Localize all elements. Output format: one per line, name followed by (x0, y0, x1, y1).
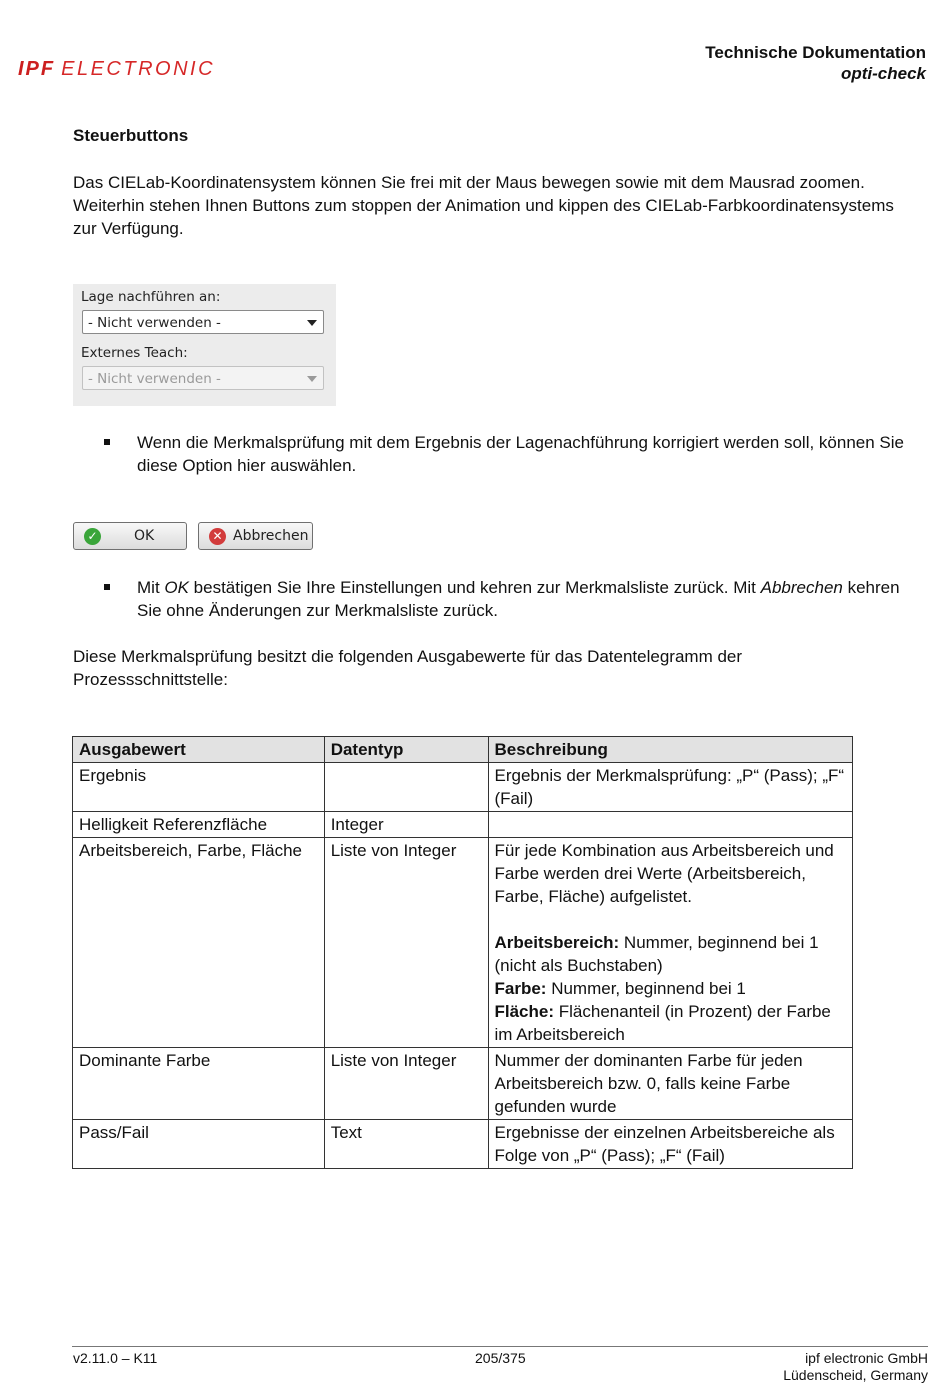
footer-company (783, 1350, 928, 1384)
table-row (73, 1120, 853, 1169)
cell-output-value: Ergebnis (73, 763, 325, 812)
close-icon: ✕ (209, 528, 226, 545)
cell-description: Ergebnis der Merkmalsprüfung: „P“ (Pass); „F“ (Fail) (488, 763, 853, 812)
bullet-item (104, 431, 910, 477)
cell-data-type: Text (324, 1120, 488, 1169)
cell-data-type: Liste von Integer (324, 1048, 488, 1120)
bullet-square-icon (104, 439, 110, 445)
bullet-text: Wenn die Merkmalsprüfung mit dem Ergebnis der Lagenachführung korrigiert werden soll, können Sie diese Option hier auswählen. (137, 433, 904, 475)
cell-data-type: Liste von Integer (324, 838, 488, 1048)
position-tracking-value: - Nicht verwenden - (88, 315, 221, 331)
document-header (705, 42, 926, 84)
cell-data-type (324, 763, 488, 812)
footer-company-name: ipf electronic GmbH (805, 1350, 928, 1366)
intro-paragraph: Das CIELab-Koordinatensystem können Sie frei mit der Maus bewegen sowie mit dem Mausrad zoomen. Weiterhin stehen Ihnen Buttons zum stoppen der Animation und kippen des CIELab-Farbkoordinatensystems zur Verfügung. (73, 173, 894, 238)
cell-output-value: Arbeitsbereich, Farbe, Fläche (73, 838, 325, 1048)
logo-brand: IPF (18, 58, 56, 80)
external-teach-label: Externes Teach: (81, 345, 188, 361)
cell-description: Ergebnisse der einzelnen Arbeitsbereiche als Folge von „P“ (Pass); „F“ (Fail) (488, 1120, 853, 1169)
external-teach-value: - Nicht verwenden - (88, 371, 221, 387)
product-name: opti-check (840, 64, 926, 83)
external-teach-select (82, 366, 324, 390)
description-text: Für jede Kombination aus Arbeitsbereich und Farbe werden drei Werte (Arbeitsbereich, Farbe, Fläche) aufgelistet. (494, 841, 834, 906)
ok-button-label: OK (134, 528, 155, 544)
check-icon: ✓ (84, 528, 101, 545)
settings-panel (73, 284, 336, 406)
position-tracking-label: Lage nachführen an: (81, 289, 221, 305)
company-logo (18, 58, 215, 81)
dropdown-arrow-icon (307, 320, 317, 326)
table-row (73, 838, 853, 1048)
position-tracking-select[interactable] (82, 310, 324, 334)
bullet-text: Mit OK bestätigen Sie Ihre Einstellungen und kehren zur Merkmalsliste zurück. Mit Abbrechen kehren Sie ohne Änderungen zur Merkmalsliste zurück. (137, 578, 900, 620)
document-title: Technische Dokumentation (705, 43, 926, 62)
cell-description (488, 812, 853, 838)
cell-output-value: Helligkeit Referenzfläche (73, 812, 325, 838)
footer-version: v2.11.0 – K11 (73, 1350, 158, 1366)
cell-description: Nummer der dominanten Farbe für jeden Arbeitsbereich bzw. 0, falls keine Farbe gefunden wurde (488, 1048, 853, 1120)
table-row (73, 1048, 853, 1120)
bullet-item (104, 576, 910, 622)
dropdown-arrow-icon (307, 376, 317, 382)
output-values-table (72, 736, 853, 1169)
cell-description: Für jede Kombination aus Arbeitsbereich und Farbe werden drei Werte (Arbeitsbereich, Farbe, Fläche) aufgelistet. Arbeitsbereich: Nummer, beginnend bei 1 (nicht als Buchstaben) Farbe: Nummer, beginnend bei 1 Fläche: Flächenanteil (in Prozent) der Farbe im Arbeitsbereich (488, 838, 853, 1048)
output-intro-paragraph: Diese Merkmalsprüfung besitzt die folgenden Ausgabewerte für das Datentelegramm der Prozessschnittstelle: (73, 647, 743, 689)
table-header-row (73, 737, 853, 763)
logo-subtitle: ELECTRONIC (61, 58, 216, 80)
table-row (73, 763, 853, 812)
column-header: Ausgabewert (73, 737, 325, 763)
cancel-button[interactable] (198, 522, 313, 550)
cancel-button-label: Abbrechen (233, 528, 309, 544)
footer-divider (72, 1346, 928, 1347)
section-title: Steuerbuttons (73, 126, 189, 145)
footer-location: Lüdenscheid, Germany (783, 1367, 928, 1383)
column-header: Beschreibung (488, 737, 853, 763)
column-header: Datentyp (324, 737, 488, 763)
cell-output-value: Dominante Farbe (73, 1048, 325, 1120)
cell-data-type: Integer (324, 812, 488, 838)
table-row (73, 812, 853, 838)
bullet-square-icon (104, 584, 110, 590)
ok-button[interactable] (73, 522, 187, 550)
footer-page-number: 205/375 (475, 1350, 526, 1366)
cell-output-value: Pass/Fail (73, 1120, 325, 1169)
